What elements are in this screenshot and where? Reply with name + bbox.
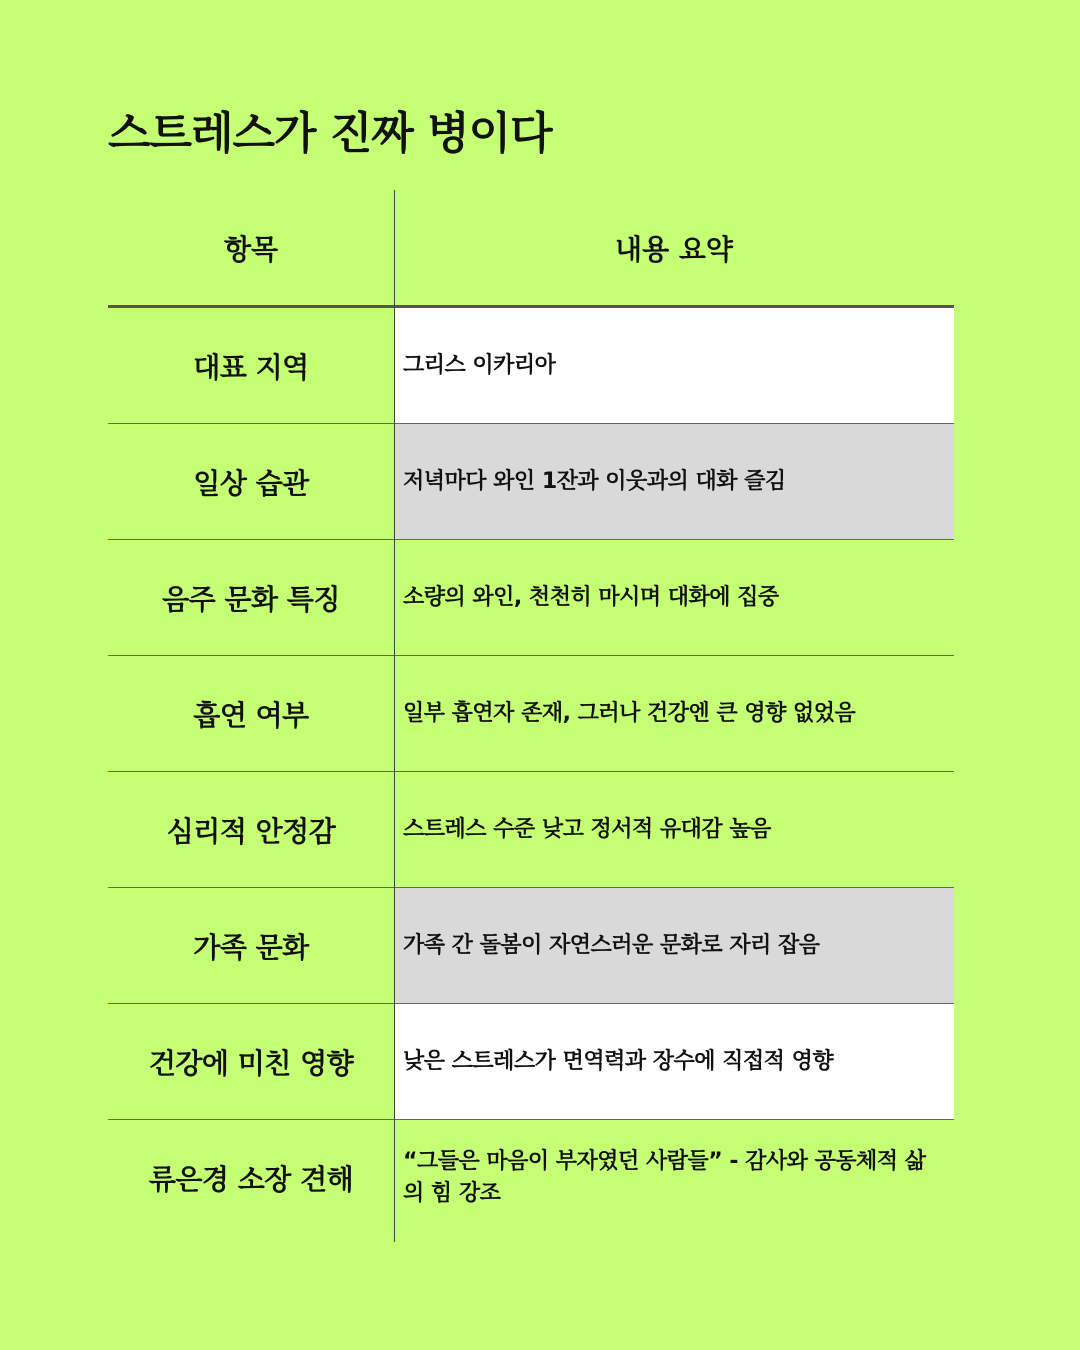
row-value: 소량의 와인, 천천히 마시며 대화에 집중: [403, 584, 779, 610]
row-label: 대표 지역: [193, 350, 309, 384]
row-value: 그리스 이카리아: [394, 308, 954, 423]
table-row: [108, 1120, 954, 1236]
row-value: 가족 간 돌봄이 자연스러운 문화로 자리 잡음: [394, 888, 954, 1003]
table-row: [108, 1004, 954, 1120]
row-label: 건강에 미친 영향: [148, 1046, 354, 1080]
row-value: “그들은 마음이 부자였던 사람들” - 감사와 공동체적 삶의 힘 강조: [403, 1149, 926, 1206]
table-row: [108, 308, 954, 424]
row-label: 일상 습관: [193, 466, 309, 500]
row-value: 스트레스 수준 낮고 정서적 유대감 높음: [403, 816, 771, 842]
table-row: [108, 540, 954, 656]
row-label: 가족 문화: [193, 930, 309, 964]
row-label: 류은경 소장 견해: [148, 1163, 354, 1196]
table-row: [108, 656, 954, 772]
summary-table: [108, 190, 954, 1236]
row-label: 흡연 여부: [193, 698, 309, 732]
table-row: [108, 424, 954, 540]
header-summary: 내용 요약: [615, 232, 733, 266]
row-value: 저녁마다 와인 1잔과 이웃과의 대화 즐김: [394, 424, 954, 539]
page-title: 스트레스가 진짜 병이다: [108, 108, 552, 159]
table-header-row: [108, 190, 954, 308]
table-row: [108, 888, 954, 1004]
column-divider: [394, 190, 395, 1242]
row-value: 낮은 스트레스가 면역력과 장수에 직접적 영향: [394, 1004, 954, 1119]
header-item: 항목: [223, 232, 279, 266]
row-label: 심리적 안정감: [166, 814, 336, 848]
table-row: [108, 772, 954, 888]
row-label: 음주 문화 특징: [162, 582, 340, 616]
row-value: 일부 흡연자 존재, 그러나 건강엔 큰 영향 없었음: [403, 700, 856, 726]
